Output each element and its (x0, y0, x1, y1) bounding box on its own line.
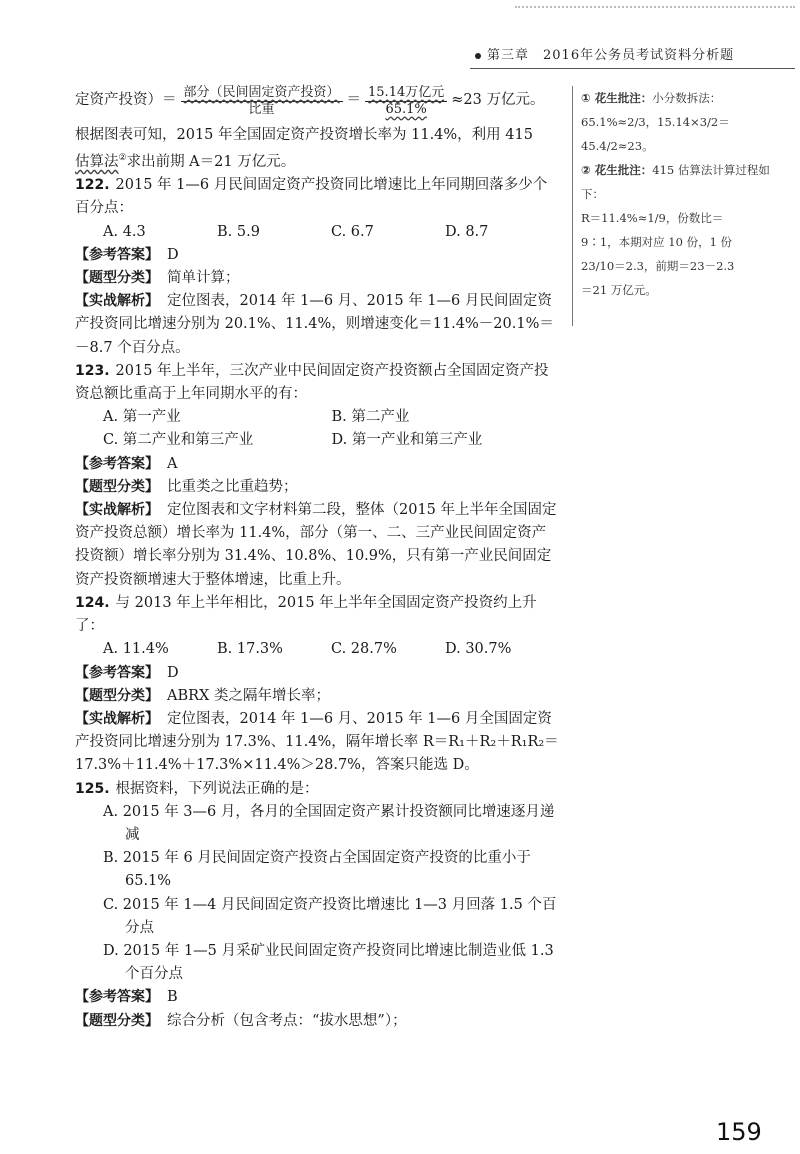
question-122: 122. 2015 年 1—6 月民间固定资产投资同比增速比上年同期回落多少个百分点： (75, 177, 548, 217)
option: D. 第一产业和第三产业 (331, 432, 483, 449)
q124-type: 【题型分类】 ABRX 类之隔年增长率； (75, 687, 330, 704)
option: B. 5.9 (217, 223, 260, 240)
q124-analysis: 【实战解析】 定位图表，2014 年 1—6 月、2015 年 1—6 月全国固定资产投资同比增速分别为 17.3%、11.4%，隔年增长率 R＝R₁＋R₂＋R₁R₂＝17.3%＋11.4%＋17.3%×11.4%＞28.7%，答案只能选 D。 (75, 710, 559, 774)
option: C. 2015 年 1—4 月民间固定资产投资比增速比 1—3 月回落 1.5 个百分点 (103, 896, 557, 936)
option: A. 4.3 (103, 223, 146, 240)
q123-analysis: 【实战解析】 定位图表和文字材料第二段，整体（2015 年上半年全国固定资产投资总额）增长率为 11.4%，部分（第一、二、三产业民间固定资产投资额）增长率分别为 31.4%、10.8%、10.9%，只有第一产业民间固定资产投资额增速大于整体增速，比重上升。 (75, 502, 557, 588)
main-content (75, 78, 560, 1033)
header-text: 第三章 2016年公务员考试资料分析题 (487, 48, 735, 63)
option: B. 第二产业 (331, 409, 410, 426)
note-1: ① 花生批注：小分数拆法： (581, 91, 722, 105)
q122-type: 【题型分类】 简单计算； (75, 270, 240, 287)
page-number: 159 (716, 1118, 762, 1146)
q122-analysis: 【实战解析】 定位图表，2014 年 1—6 月、2015 年 1—6 月民间固定资产投资同比增速分别为 20.1%、11.4%，则增速变化＝11.4%－20.1%＝－8.7 个百分点。 (75, 293, 554, 356)
option: D. 8.7 (445, 223, 489, 240)
intro-line2: 根据图表可知，2015 年全国固定资产投资增长率为 11.4%，利用 415 (75, 127, 533, 143)
option: A. 2015 年 3—6 月，各月的全国固定资产累计投资额同比增速逐月递减 (103, 803, 555, 843)
q123-answer: 【参考答案】 A (75, 455, 178, 472)
q124-options (75, 638, 560, 661)
q125-options (75, 801, 560, 987)
option: C. 28.7% (331, 641, 397, 658)
option: C. 第二产业和第三产业 (103, 432, 254, 449)
q123-options-row1 (75, 406, 560, 429)
option: D. 2015 年 1—5 月采矿业民间固定资产投资同比增速比制造业低 1.3 个百分点 (103, 942, 554, 983)
top-dotted-line (515, 6, 795, 8)
option: B. 2015 年 6 月民间固定资产投资占全国固定资产投资的比重小于 65.1% (103, 850, 531, 890)
q123-options-row2 (75, 429, 560, 452)
running-header (475, 44, 734, 63)
q125-answer: 【参考答案】 B (75, 989, 178, 1006)
margin-notes: ① 花生批注：小分数拆法： 65.1%≈2/3，15.14×3/2＝ 45.4/2≈23。 ② 花生批注：415 估算法计算过程如下： R＝11.4%≈1/9，份数比＝ 9∶1，本期对应 10 份，1 份 23/10＝2.3，前期＝23－2.3 ＝21 万亿元。 (572, 86, 771, 326)
q122-options (75, 221, 560, 244)
q124-answer: 【参考答案】 D (75, 664, 179, 681)
bullet-icon (475, 53, 481, 59)
option: C. 6.7 (331, 223, 374, 240)
q125-type: 【题型分类】 综合分析（包含考点：“拔水思想”）； (75, 1012, 407, 1029)
option: A. 11.4% (103, 641, 169, 658)
intro-line3: 估算法②求出前期 A＝21 万亿元。 (75, 153, 296, 171)
intro-formula: 定资产投资）＝ $\frac{\text{部分（民间固定资产投资）}}{\text{比重}}$ ＝ $\frac{\text{15.14万亿元}}{65.1\%}$ ≈23 万亿元。 (75, 84, 545, 117)
note-2: ② 花生批注：415 估算法计算过程如下： (581, 163, 770, 201)
option: A. 第一产业 (103, 409, 181, 426)
fraction-1: $\frac{\text{部分（民间固定资产投资）}}{\text{比重}}$ (181, 85, 343, 118)
question-123: 123. 2015 年上半年，三次产业中民间固定资产投资额占全国固定资产投资总额比重高于上年同期水平的有： (75, 362, 549, 403)
q123-type: 【题型分类】 比重类之比重趋势； (75, 478, 298, 495)
fraction-2: $\frac{\text{15.14万亿元}}{65.1\%}$ (365, 85, 447, 118)
question-125: 125. 根据资料，下列说法正确的是： (75, 780, 319, 797)
header-rule (470, 68, 795, 69)
question-124: 124. 与 2013 年上半年相比，2015 年上半年全国固定资产投资约上升了： (75, 594, 537, 635)
q122-answer: 【参考答案】 D (75, 246, 179, 263)
option: B. 17.3% (217, 641, 283, 658)
option: D. 30.7% (445, 641, 512, 658)
